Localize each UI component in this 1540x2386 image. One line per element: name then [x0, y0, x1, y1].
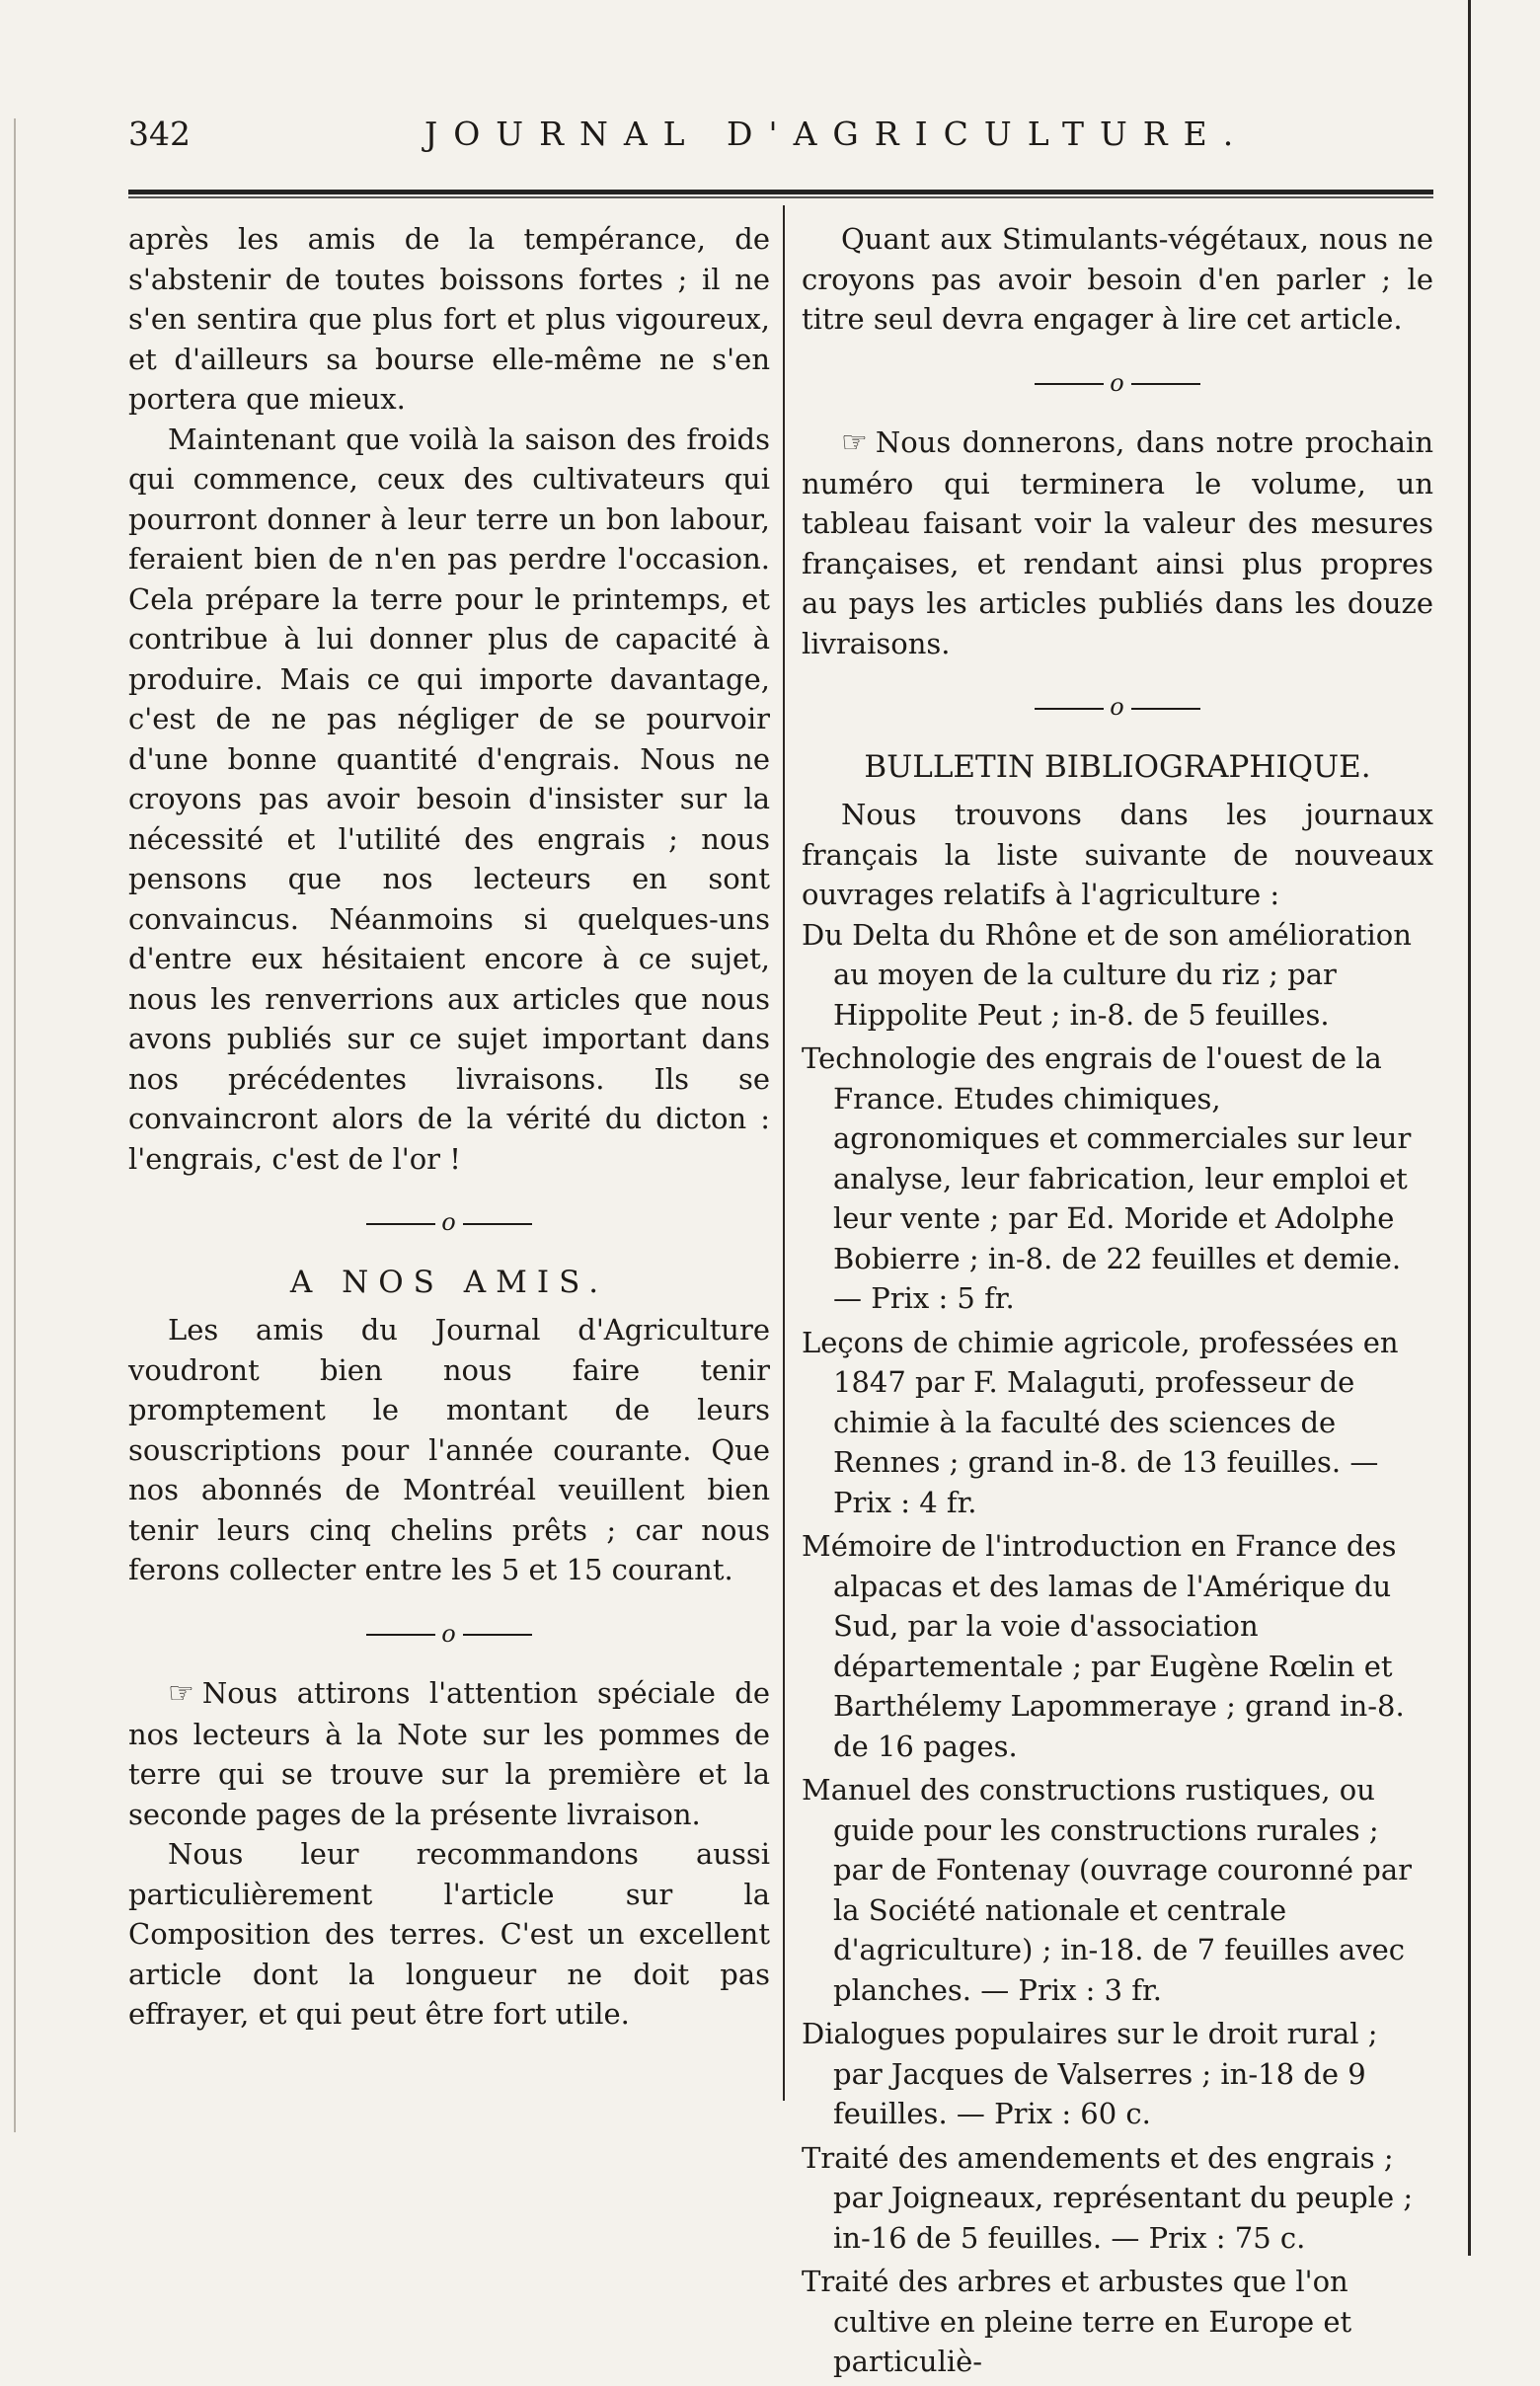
header-rule-thin: [128, 196, 1433, 198]
book-entry: Technologie des engrais de l'ouest de la France. Etudes chimiques, agronomiques et commerciales sur leur analyse, leur fabrication, leur emploi et leur vente ; par Ed. Moride et Adolphe Bobierre ; in-8. de 22 feuilles et demie. — Prix : 5 fr.: [802, 1041, 1412, 1315]
pointing-hand-icon: ☞: [168, 1676, 194, 1711]
ornament-glyph: o: [1110, 693, 1125, 721]
page-edge-left: [14, 118, 16, 2132]
paragraph-tableau-mesures: [802, 423, 1433, 663]
ornament-divider: [802, 363, 1433, 404]
note-text: Nous attirons l'attention spéciale de nos lecteurs à la Note sur les pommes de terre qui se trouve sur la première et la seconde pages de la présente livraison.: [128, 1676, 770, 1831]
section-title-bulletin: BULLETIN BIBLIOGRAPHIQUE.: [864, 748, 1371, 785]
ornament-glyph: o: [1110, 368, 1125, 397]
section-title-a-nos-amis: A NOS AMIS.: [289, 1264, 609, 1300]
page-edge-right: [1468, 0, 1471, 2256]
paragraph-bulletin-intro: Nous trouvons dans les journaux français la liste suivante de nouveaux ouvrages relatifs à l'agriculture :: [802, 798, 1433, 911]
book-entry: Traité des amendements et des engrais ; par Joigneaux, représentant du peuple ; in-16 de 5 feuilles. — Prix : 75 c.: [802, 2140, 1414, 2255]
running-title: JOURNAL D'AGRICULTURE.: [424, 115, 1250, 153]
ornament-divider: [128, 1614, 770, 1655]
paragraph-labour-engrais: Maintenant que voilà la saison des froids qui commence, ceux des cultivateurs qui pourront donner à leur terre un bon labour, feraient bien de n'en pas perdre l'occasion. Cela prépare la terre pour le printemps, et contribue à lui donner plus de capacité à produire. Mais ce qui importe davantage, c'est de ne pas négliger de se pourvoir d'une bonne quantité d'engrais. Nous ne croyons pas avoir besoin d'insister sur la nécessité et l'utilité des engrais ; nous pensons que nos lecteurs en sont convaincus. Néanmoins si quelques-uns d'entre eux hésitaient encore à ce sujet, nous les renverrions aux articles que nous avons publiés sur ce sujet important dans nos précédentes livraisons. Ils se convaincront alors de la vérité du dicton : l'engrais, c'est de l'or !: [128, 422, 770, 1176]
pointing-hand-icon: ☞: [841, 425, 868, 460]
book-entry: Dialogues populaires sur le droit rural ; par Jacques de Valserres ; in-18 de 9 feuilles. — Prix : 60 c.: [802, 2017, 1378, 2130]
ornament-divider: [802, 687, 1433, 728]
paragraph-composition-des-terres: Nous leur recommandons aussi particulièrement l'article sur la Composition des terres. C'est un excellent article dont la longueur ne doit pas effrayer, et qui peut être fort utile.: [128, 1837, 770, 2031]
book-entry: Manuel des constructions rustiques, ou guide pour les constructions rurales ; par de Fontenay (ouvrage couronné par la Société nationale et centrale d'agriculture) ; in-18. de 7 feuilles avec planches. — Prix : 3 fr.: [802, 1773, 1413, 2007]
ornament-divider: [128, 1202, 770, 1243]
header-rule: [128, 190, 1433, 194]
book-entry: Leçons de chimie agricole, professées en 1847 par F. Malaguti, professeur de chimie à la faculté des sciences de Rennes ; grand in-8. de 13 feuilles. — Prix : 4 fr.: [802, 1325, 1399, 1519]
paragraph-stimulants: Quant aux Stimulants-végétaux, nous ne croyons pas avoir besoin d'en parler ; le titre seul devra engager à lire cet article.: [802, 222, 1433, 336]
page-number: 342: [128, 115, 191, 153]
paragraph-temperance: après les amis de la tempérance, de s'abstenir de toutes boissons fortes ; il ne s'en sentira que plus fort et plus vigoureux, et d'ailleurs sa bourse elle-même ne s'en portera que mieux.: [128, 222, 770, 416]
tableau-text: Nous donnerons, dans notre prochain numéro qui terminera le volume, un tableau faisant voir la valeur des mesures françaises, et rendant ainsi plus propres au pays les articles publiés dans les douze livraisons.: [802, 425, 1433, 660]
book-entry: Mémoire de l'introduction en France des alpacas et des lamas de l'Amérique du Sud, par la voie d'association départementale ; par Eugène Rœlin et Barthélemy Lapommeraye ; grand in-8. de 16 pages.: [802, 1529, 1405, 1763]
column-divider: [783, 205, 785, 2101]
paragraph-souscriptions: Les amis du Journal d'Agriculture voudront bien nous faire tenir promptement le montant de leurs souscriptions pour l'année courante. Que nos abonnés de Montréal veuillent bien tenir leurs cinq chelins prêts ; car nous ferons collecter entre les 5 et 15 courant.: [128, 1313, 770, 1586]
book-entry: Du Delta du Rhône et de son amélioration au moyen de la culture du riz ; par Hippolite Peut ; in-8. de 5 feuilles.: [802, 917, 1412, 1032]
ornament-glyph: o: [441, 1208, 457, 1236]
ornament-glyph: o: [441, 1619, 457, 1648]
paragraph-note-pommes-de-terre: [128, 1673, 770, 1834]
book-entry: Traité des arbres et arbustes que l'on cultive en pleine terre en Europe et particuliè-: [802, 2265, 1352, 2378]
page-header: [128, 107, 1431, 166]
right-column: [802, 219, 1433, 2386]
left-column: [128, 219, 770, 2035]
